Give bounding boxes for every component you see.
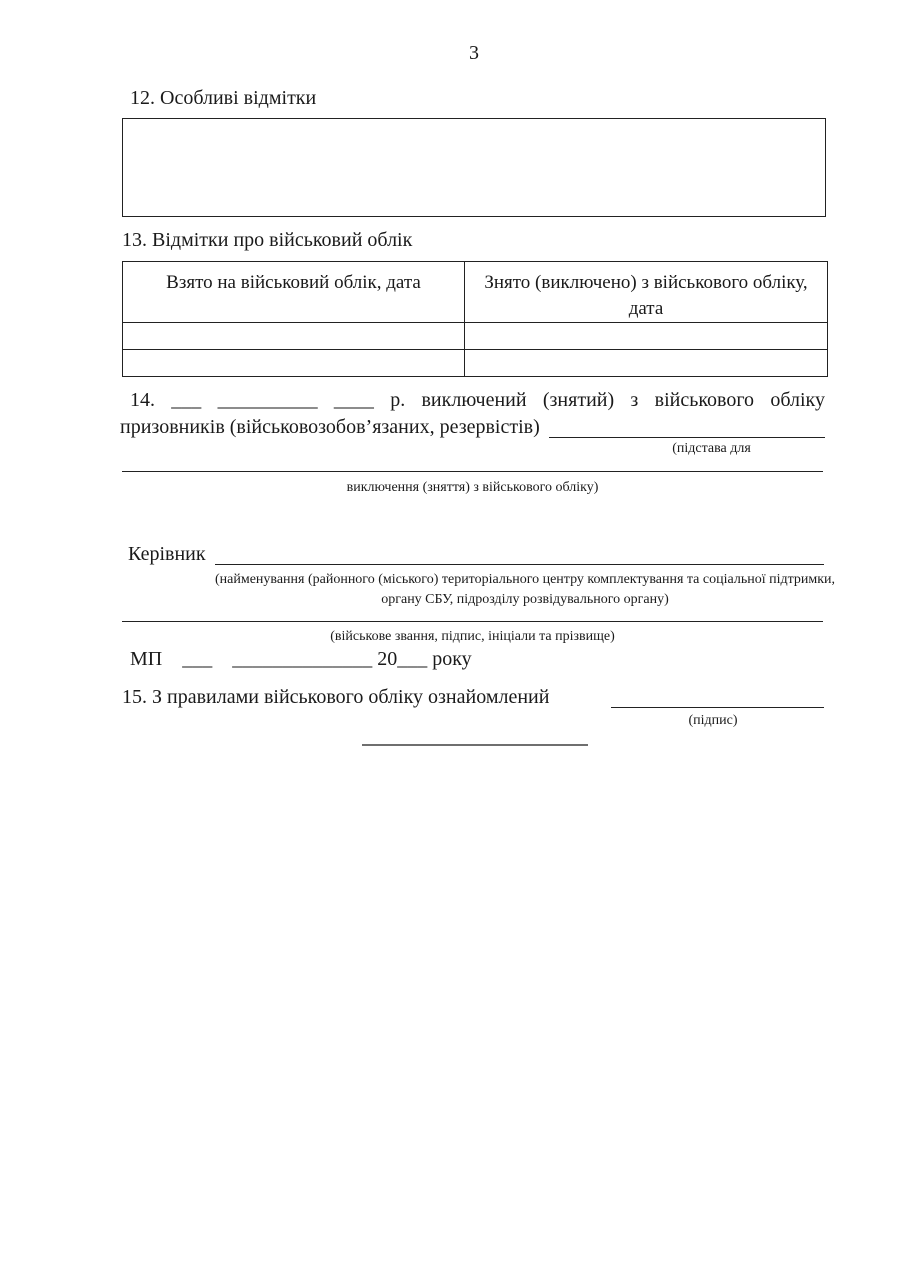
rank-blank-line [122,621,823,622]
caption-organization: (найменування (районного (міського) територіального центру комплектування та соціальної підтримки, органу СБУ, підрозділу розвідувального органу) [214,572,836,607]
head-blank-line [215,564,824,565]
table-row [123,350,828,377]
table-row [123,323,828,350]
caption-rank: (військове звання, підпис, ініціали та прізвище) [330,629,615,644]
table-cell [465,350,828,377]
section-12-heading: 12. Особливі відмітки [130,87,317,109]
head-signature-row [128,541,824,568]
column-header-removed: Знято (виключено) з військового обліку, дата [465,262,828,323]
signature-blank-line [611,707,824,708]
column-header-taken: Взято на військовий облік, дата [123,262,465,323]
stamp-line: МП ___ ______________ 20___ року [130,648,472,670]
table-cell [465,323,828,350]
caption-basis: (підстава для [672,441,751,456]
caption-signature: (підпис) [688,713,738,728]
section-13-heading: 13. Відмітки про військовий облік [122,229,413,251]
basis-blank-line [549,437,825,438]
section-14-line1: 14. ___ __________ ____ р. виключений (знятий) з військового обліку [130,389,825,411]
table-cell [123,323,465,350]
military-record-table [122,261,828,377]
table-header-row [123,262,828,323]
section-14-line2 [120,414,825,441]
table-cell [123,350,465,377]
section-14-paragraph [120,387,825,441]
special-notes-box [122,118,826,217]
section-14-line2-text: призовників (військовозобов’язаних, резервістів) [120,416,545,438]
section-15-text: 15. З правилами військового обліку ознайомлений [122,686,550,708]
caption-exclusion: виключення (зняття) з військового обліку) [346,480,599,495]
section-15-row [122,684,824,711]
head-label: Керівник [128,543,211,565]
page-number: 3 [469,42,479,64]
exclusion-blank-line [122,471,823,472]
bottom-blank-line [362,744,588,746]
